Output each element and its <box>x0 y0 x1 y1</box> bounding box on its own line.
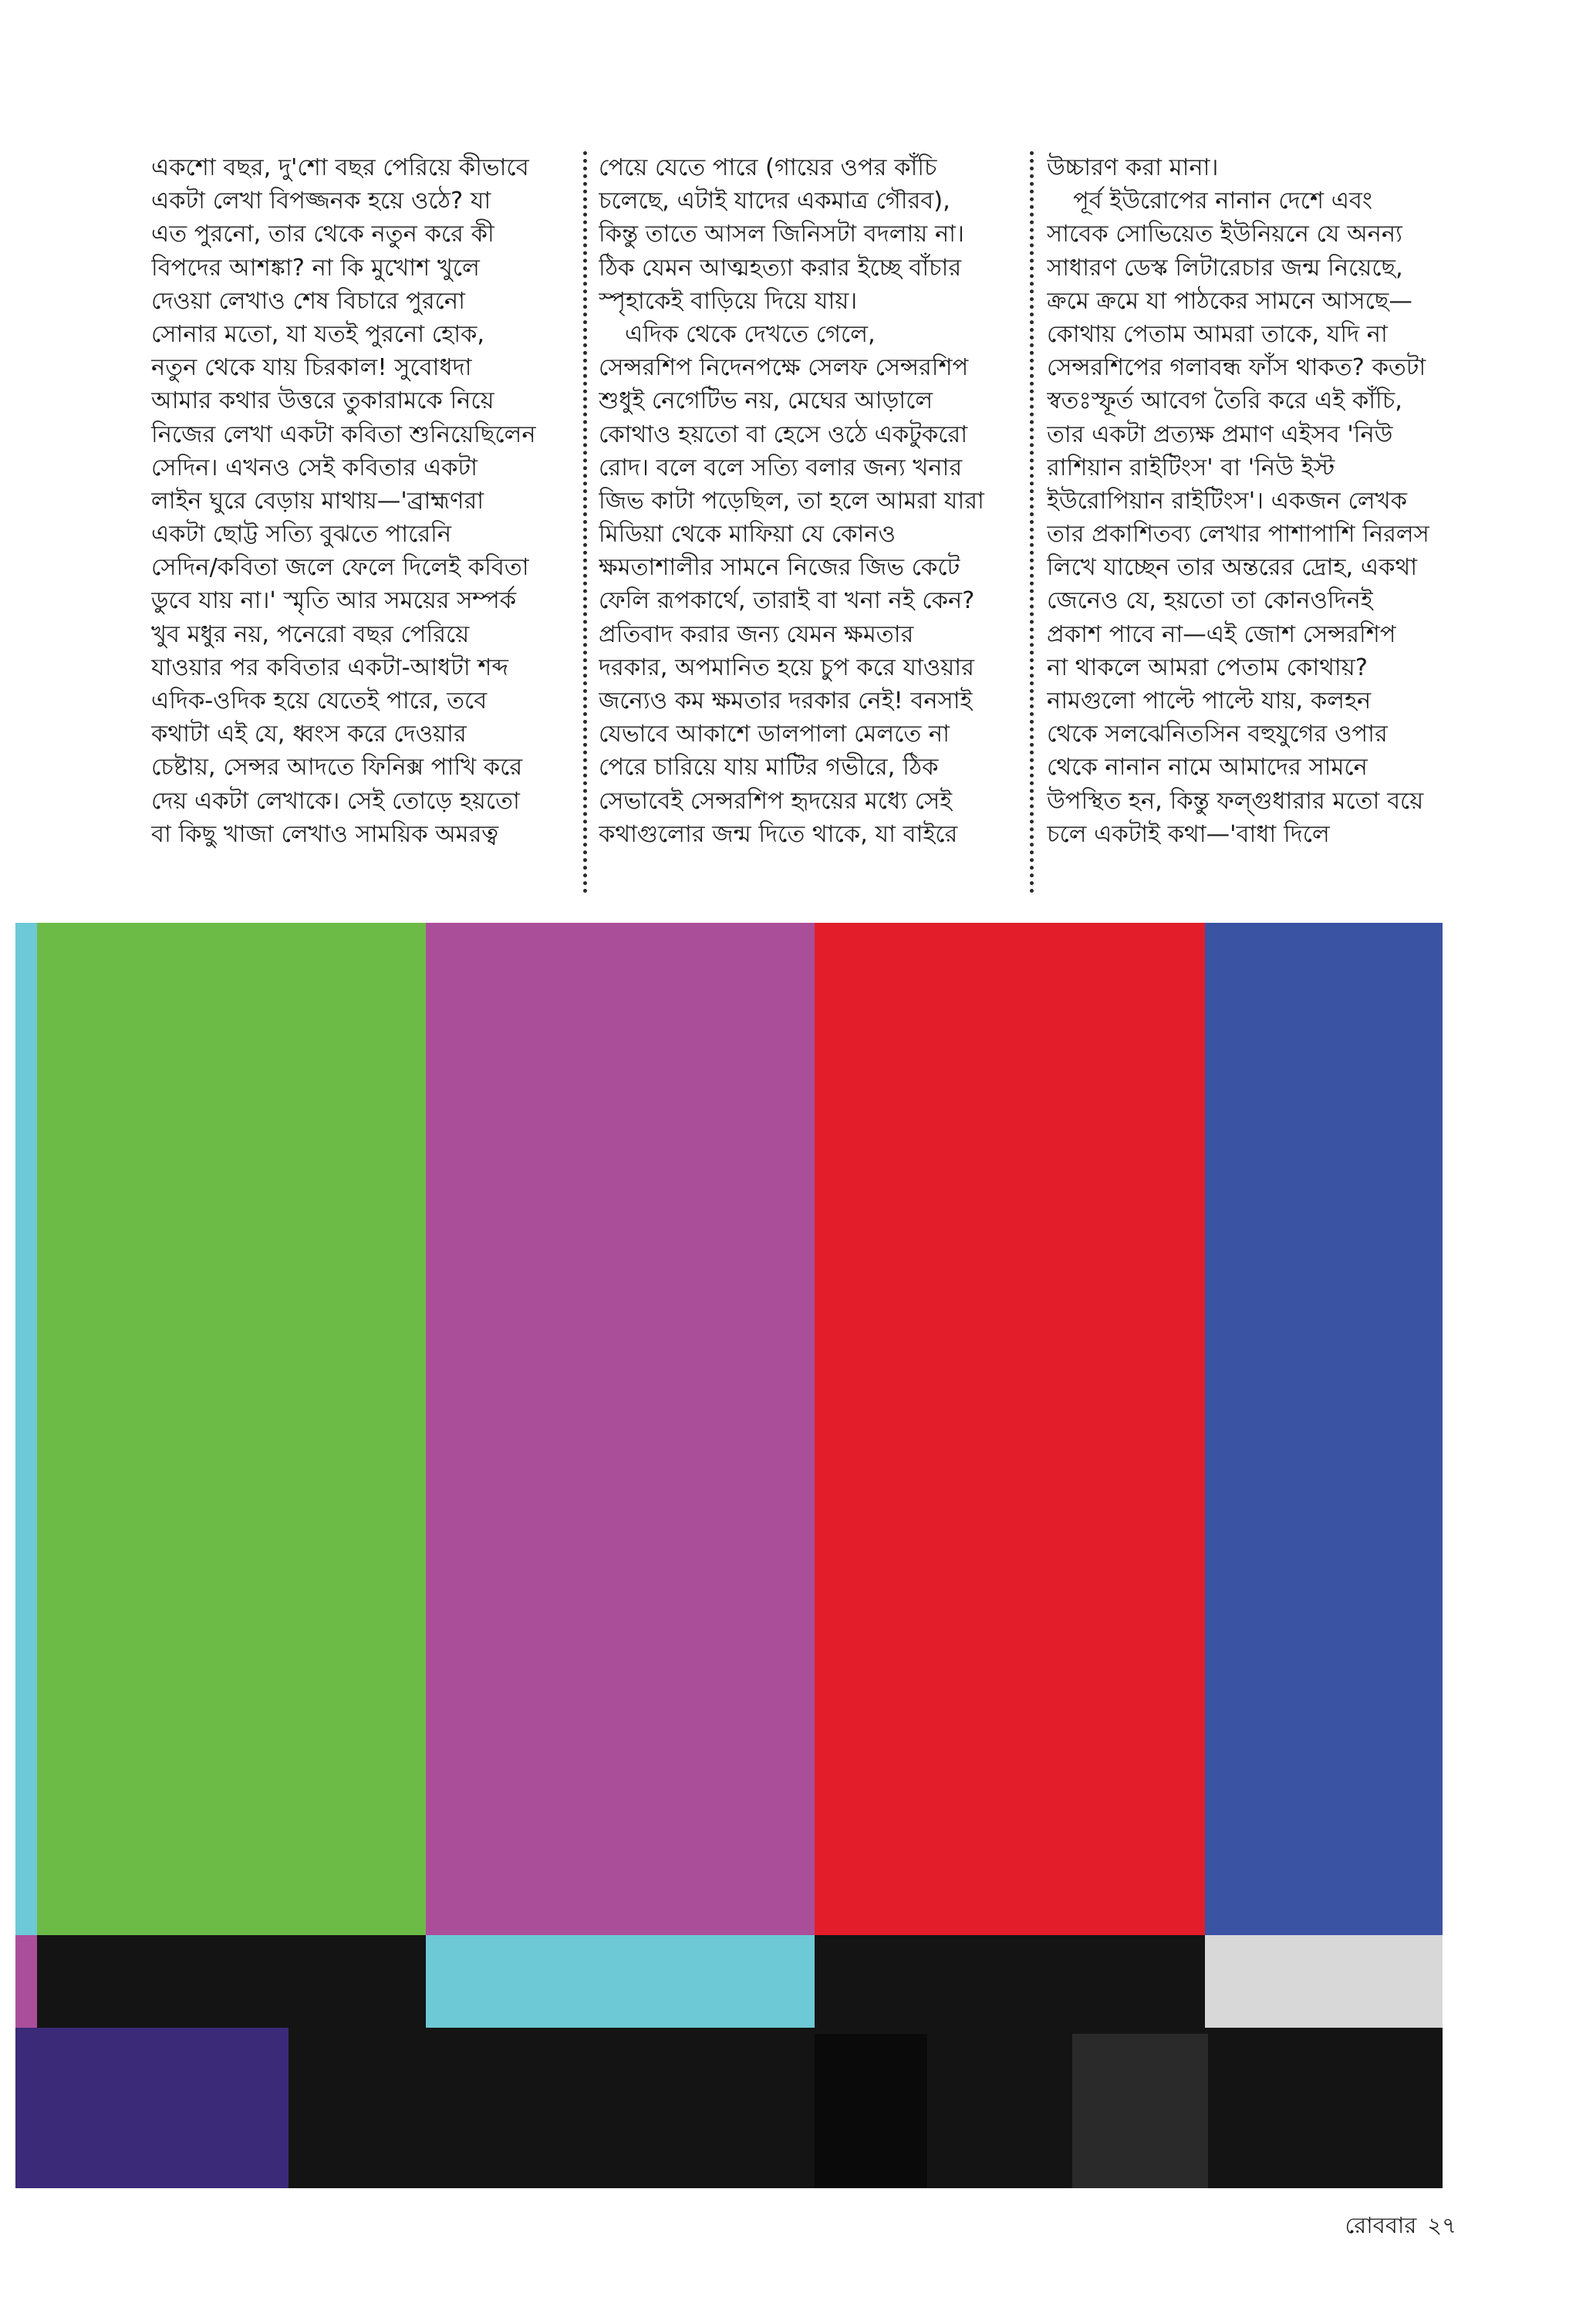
article-line: আমার কথার উত্তরে তুকারামকে নিয়ে <box>151 387 494 415</box>
article-line: রোদ। বলে বলে সত্যি বলার জন্য খনার <box>599 454 963 481</box>
article-line: কোথাও হয়তো বা হেসে ওঠে একটুকরো <box>599 421 968 448</box>
article-line: স্পৃহাকেই বাড়িয়ে দিয়ে যায়। <box>599 287 858 315</box>
article-line: পেয়ে যেতে পারে (গায়ের ওপর কাঁচি <box>599 154 937 181</box>
tv-colour-bars-image <box>15 923 1443 2188</box>
red-bar <box>815 923 1205 1935</box>
article-line: চেষ্টায়, সেন্সর আদতে ফিনিক্স পাখি করে <box>151 754 523 782</box>
article-line: সাবেক সোভিয়েত ইউনিয়নে যে অনন্য <box>1047 221 1402 248</box>
article-line: দরকার, অপমানিত হয়ে চুপ করে যাওয়ার <box>599 654 974 681</box>
green-bar <box>37 923 426 1935</box>
article-column-1 <box>151 151 577 892</box>
article-line: একটা লেখা বিপজ্জনক হয়ে ওঠে? যা <box>151 187 491 215</box>
article-line: উপস্থিত হন, কিন্তু ফল্গুধারার মতো বয়ে <box>1047 787 1424 815</box>
article-line: সেভাবেই সেন্সরশিপ হৃদয়ের মধ্যে সেই <box>599 787 953 815</box>
article-line: জিভ কাটা পড়েছিল, তা হলে আমরা যারা <box>599 487 984 515</box>
article-line: তার একটা প্রত্যক্ষ প্রমাণ এইসব 'নিউ <box>1047 421 1393 448</box>
article-line: বিপদের আশঙ্কা? না কি মুখোশ খুলে <box>151 254 480 282</box>
light-grey-block <box>1205 1935 1443 2028</box>
article-line: সেন্সরশিপের গলাবন্ধ ফাঁস থাকত? কতটা <box>1047 354 1426 382</box>
article-line: সাধারণ ডেস্ক লিটারেচার জন্ম নিয়েছে, <box>1047 254 1403 282</box>
article-line: একটা ছোট্ট সত্যি বুঝতে পারেনি <box>151 521 452 549</box>
black-block <box>815 1935 1205 2028</box>
article-line: পেরে চারিয়ে যায় মাটির গভীরে, ঠিক <box>599 754 939 782</box>
darker-black-block <box>815 2034 927 2188</box>
article-line: জন্যেও কম ক্ষমতার দরকার নেই! বনসাই <box>599 687 973 714</box>
article-line: শুধুই নেগেটিভ নয়, মেঘের আড়ালে <box>599 387 933 415</box>
article-line: এদিক-ওদিক হয়ে যেতেই পারে, তবে <box>151 687 488 714</box>
article-line: প্রকাশ পাবে না—এই জোশ সেন্সরশিপ <box>1047 620 1396 648</box>
article-line: একশো বছর, দু'শো বছর পেরিয়ে কীভাবে <box>151 154 529 181</box>
article-line: রাশিয়ান রাইটিংস' বা 'নিউ ইস্ট <box>1047 454 1335 481</box>
article-line: ডুবে যায় না।' স্মৃতি আর সময়ের সম্পর্ক <box>151 587 517 615</box>
article-line: চলে একটাই কথা—'বাধা দিলে <box>1047 820 1330 848</box>
article-line: কথাটা এই যে, ধ্বংস করে দেওয়ার <box>151 721 467 748</box>
article-line: প্রতিবাদ করার জন্য যেমন ক্ষমতার <box>599 620 914 648</box>
article-line: এত পুরনো, তার থেকে নতুন করে কী <box>151 221 494 248</box>
article-line: কথাগুলোর জন্ম দিতে থাকে, যা বাইরে <box>599 820 958 848</box>
publication-name: রোববার <box>1345 2212 1417 2238</box>
article-line: নামগুলো পাল্টে পাল্টে যায়, কলহন <box>1047 687 1372 714</box>
article-line: নতুন থেকে যায় চিরকাল! সুবোধদা <box>151 354 472 382</box>
article-line: থেকে সলঝেনিতসিন বহুযুগের ওপার <box>1047 721 1388 748</box>
article-line: মিডিয়া থেকে মাফিয়া যে কোনও <box>599 521 896 549</box>
article-line: লিখে যাচ্ছেন তার অন্তরের দ্রোহ, একথা <box>1047 554 1418 582</box>
article-line: বা কিছু খাজা লেখাও সাময়িক অমরত্ব <box>151 820 499 848</box>
article-line: ক্রমে ক্রমে যা পাঠকের সামনে আসছে— <box>1047 287 1412 315</box>
deep-purple-block <box>15 2028 289 2188</box>
column-divider <box>1030 151 1034 893</box>
page-footer <box>1345 2208 1457 2246</box>
article-line: সোনার মতো, যা যতই পুরনো হোক, <box>151 320 485 348</box>
article-line: কোথায় পেতাম আমরা তাকে, যদি না <box>1047 320 1388 348</box>
article-line: উচ্চারণ করা মানা। <box>1047 154 1219 181</box>
article-line: লাইন ঘুরে বেড়ায় মাথায়—'ব্রাহ্মণরা <box>151 487 484 515</box>
article-line: তার প্রকাশিতব্য লেখার পাশাপাশি নিরলস <box>1047 521 1429 549</box>
article-line: ক্ষমতাশালীর সামনে নিজের জিভ কেটে <box>599 554 960 582</box>
article-line: খুব মধুর নয়, পনেরো বছর পেরিয়ে <box>151 620 470 648</box>
article-line: স্বতঃস্ফূর্ত আবেগ তৈরি করে এই কাঁচি, <box>1047 387 1402 415</box>
article-line: সেদিন/কবিতা জলে ফেলে দিলেই কবিতা <box>151 554 529 582</box>
article-line: সেদিন। এখনও সেই কবিতার একটা <box>151 454 478 481</box>
cyan-block <box>426 1935 815 2028</box>
cyan-bar <box>15 923 37 1935</box>
article-line: দেওয়া লেখাও শেষ বিচারে পুরনো <box>151 287 465 315</box>
article-line: না থাকলে আমরা পেতাম কোথায়? <box>1047 654 1368 681</box>
column-divider <box>583 151 587 893</box>
article-line: যেভাবে আকাশে ডালপালা মেলতে না <box>599 721 950 748</box>
blue-bar <box>1205 923 1443 1935</box>
article-line: থেকে নানান নামে আমাদের সামনে <box>1047 754 1368 782</box>
article-line: যাওয়ার পর কবিতার একটা-আধটা শব্দ <box>151 654 508 681</box>
article-line: দেয় একটা লেখাকে। সেই তোড়ে হয়তো <box>151 787 520 815</box>
black-block <box>37 1935 426 2028</box>
article-column-2 <box>599 151 1018 892</box>
page-number: ২৭ <box>1427 2212 1456 2238</box>
article-line: ঠিক যেমন আত্মহত্যা করার ইচ্ছে বাঁচার <box>599 254 962 282</box>
article-line: নিজের লেখা একটা কবিতা শুনিয়েছিলেন <box>151 421 536 448</box>
article-column-3 <box>1047 151 1473 892</box>
article-line: জেনেও যে, হয়তো তা কোনওদিনই <box>1047 587 1373 615</box>
magenta-bar <box>426 923 815 1935</box>
article-line: ফেলি রূপকার্থে, তারাই বা খনা নই কেন? <box>599 587 975 615</box>
article-line: চলেছে, এটাই যাদের একমাত্র গৌরব), <box>599 187 950 215</box>
article-line: এদিক থেকে দেখতে গেলে, <box>625 320 876 348</box>
article-line: ইউরোপিয়ান রাইটিংস'। একজন লেখক <box>1047 487 1407 515</box>
dark-grey-block <box>1072 2034 1208 2188</box>
article-line: পূর্ব ইউরোপের নানান দেশে এবং <box>1073 187 1373 215</box>
article-line: সেন্সরশিপ নিদেনপক্ষে সেলফ সেন্সরশিপ <box>599 354 969 382</box>
magenta-strip <box>15 1935 37 2028</box>
article-line: কিন্তু তাতে আসল জিনিসটা বদলায় না। <box>599 221 964 248</box>
